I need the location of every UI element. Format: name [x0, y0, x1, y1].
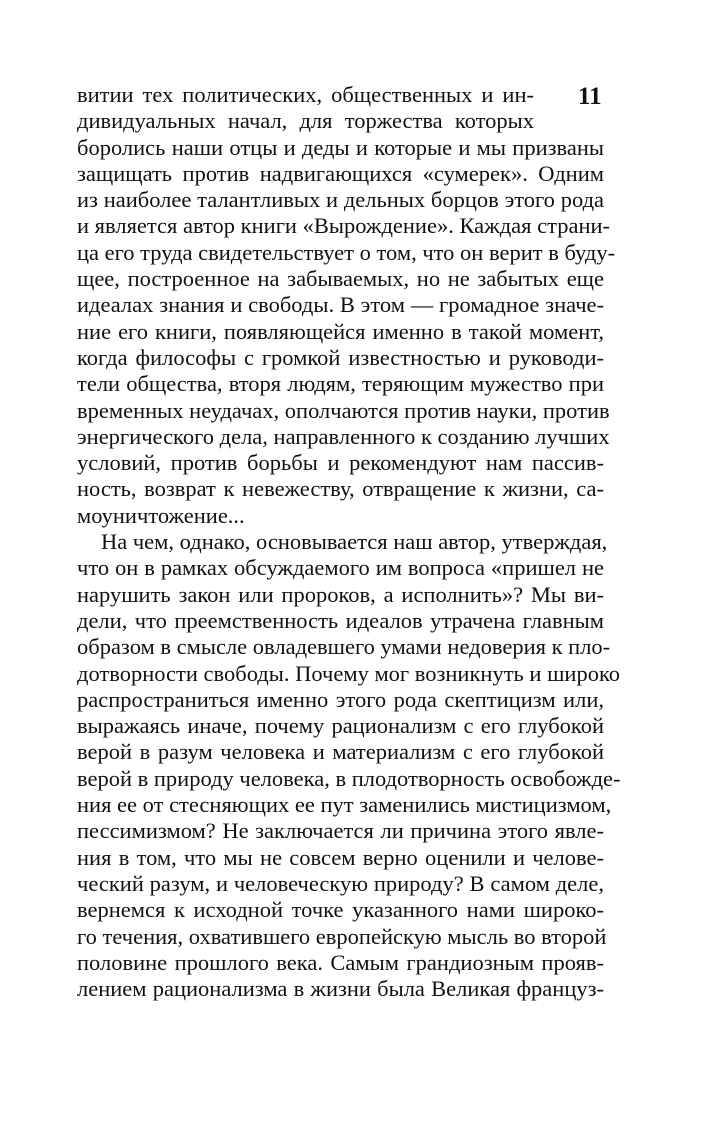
text-line: дивидуальных начал, для торжества которых [77, 108, 534, 134]
text-line: и является автор книги «Вырождение». Каждая страни- [77, 213, 611, 239]
body-text [77, 82, 621, 1002]
text-line: моуничтожение... [77, 502, 245, 528]
text-line: ния ее от стесняющих ее пут заменились мистицизмом, [77, 792, 612, 818]
text-line: половине прошлого века. Самым грандиозным прояв- [77, 949, 604, 975]
text-line: идеалах знания и свободы. В этом — громадное значе- [77, 292, 604, 318]
text-line: выражаясь иначе, почему рационализм с его глубокой [77, 713, 604, 739]
text-line: щее, построенное на забываемых, но не забытых еще [77, 266, 604, 292]
text-line: пессимизмом? Не заключается ли причина этого явле- [77, 818, 604, 844]
text-line: ческий разум, и человеческую природу? В самом деле, [77, 870, 604, 896]
text-line: боролись наши отцы и деды и которые и мы призваны [77, 134, 604, 160]
text-line: ние его книги, появляющейся именно в такой момент, [77, 318, 604, 344]
text-line: образом в смысле овладевшего умами недоверия к пло- [77, 634, 611, 660]
text-line: защищать против надвигающихся «сумерек». Одним [77, 160, 604, 186]
text-line: го течения, охватившего европейскую мысль во второй [77, 923, 607, 949]
text-line: верой в природу человека, в плодотворность освобожде- [77, 765, 621, 791]
text-line: условий, против борьбы и рекомендуют нам пассив- [77, 450, 604, 476]
text-line: витии тех политических, общественных и ин- [77, 82, 534, 107]
text-line: дотворности свободы. Почему мог возникнуть и широко [77, 660, 620, 686]
text-line: верой в разум человека и материализм с его глубокой [77, 739, 604, 765]
text-line: временных неудачах, ополчаются против науки, против [77, 397, 610, 423]
text-line: тели общества, вторя людям, теряющим мужество при [77, 371, 604, 397]
text-line: нарушить закон или пророков, а исполнить»? Мы ви- [77, 581, 604, 607]
text-line: вернемся к исходной точке указанного нами широко- [77, 897, 604, 923]
text-line: лением рационализма в жизни была Великая француз- [77, 976, 604, 1002]
text-line: из наиболее талантливых и дельных борцов этого рода [77, 187, 604, 213]
text-line: когда философы с громкой известностью и руководи- [77, 344, 604, 370]
text-line: дели, что преемственность идеалов утрачена главным [77, 607, 604, 633]
text-line: На чем, однако, основывается наш автор, утверждая, [101, 529, 608, 555]
text-line: ния в том, что мы не совсем верно оценили и челове- [77, 844, 604, 870]
page-number: 11 [578, 83, 602, 110]
text-line: ца его труда свидетельствует о том, что он верит в буду- [77, 239, 616, 265]
text-line: что он в рамках обсуждаемого им вопроса «пришел не [77, 555, 604, 581]
text-line: энергического дела, направленного к созданию лучших [77, 423, 610, 449]
text-line: распространиться именно этого рода скептицизм или, [77, 686, 604, 712]
text-line: ность, возврат к невежеству, отвращение к жизни, са- [77, 476, 604, 502]
